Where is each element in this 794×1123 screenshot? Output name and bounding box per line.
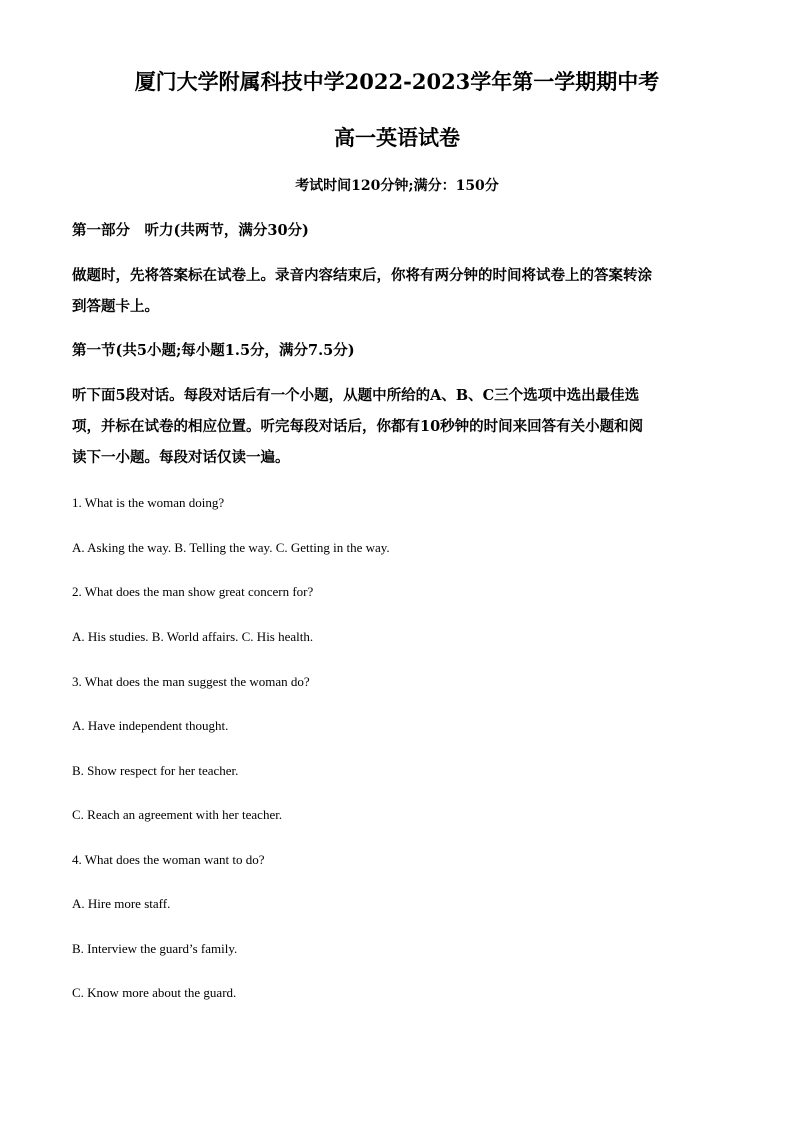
question-1-options: A. Asking the way. B. Telling the way. C. Getting in the way.	[72, 540, 390, 555]
section1-instruction	[72, 380, 722, 473]
question-2: 2. What does the man show great concern for?	[72, 584, 314, 599]
question-4-option-b: B. Interview the guard’s family.	[72, 941, 238, 956]
question-4-option-c: C. Know more about the guard.	[72, 985, 237, 1000]
question-3-option-c: C. Reach an agreement with her teacher.	[72, 807, 283, 822]
section1-instruction-line: 听下面5段对话。每段对话后有一个小题，从题中所给的A、B、C三个选项中选出最佳选	[72, 387, 640, 404]
question-2-options: A. His studies. B. World affairs. C. His health.	[72, 629, 314, 644]
section1-instruction-line: 项，并标在试卷的相应位置。听完每段对话后，你都有10秒钟的时间来回答有关小题和阅	[72, 418, 644, 435]
question-4: 4. What does the woman want to do?	[72, 852, 265, 867]
part1-instruction-line: 做题时，先将答案标在试卷上。录音内容结束后，你将有两分钟的时间将试卷上的答案转涂	[72, 267, 652, 284]
part1-instruction	[72, 260, 722, 322]
question-1: 1. What is the woman doing?	[72, 495, 225, 510]
question-3-option-a: A. Have independent thought.	[72, 718, 229, 733]
part1-instruction-line: 到答题卡上。	[72, 298, 159, 315]
exam-title: 厦门大学附属科技中学2022-2023学年第一学期期中考	[134, 69, 660, 94]
exam-info: 考试时间120分钟;满分：150分	[295, 178, 499, 194]
part1-heading: 第一部分 听力(共两节，满分30分)	[72, 222, 309, 239]
exam-subtitle: 高一英语试卷	[334, 125, 460, 150]
question-4-option-a: A. Hire more staff.	[72, 896, 171, 911]
section1-heading: 第一节(共5小题;每小题1.5分，满分7.5分)	[72, 342, 355, 359]
question-3: 3. What does the man suggest the woman do?	[72, 674, 310, 689]
question-3-option-b: B. Show respect for her teacher.	[72, 763, 239, 778]
section1-instruction-line: 读下一小题。每段对话仅读一遍。	[72, 449, 290, 466]
